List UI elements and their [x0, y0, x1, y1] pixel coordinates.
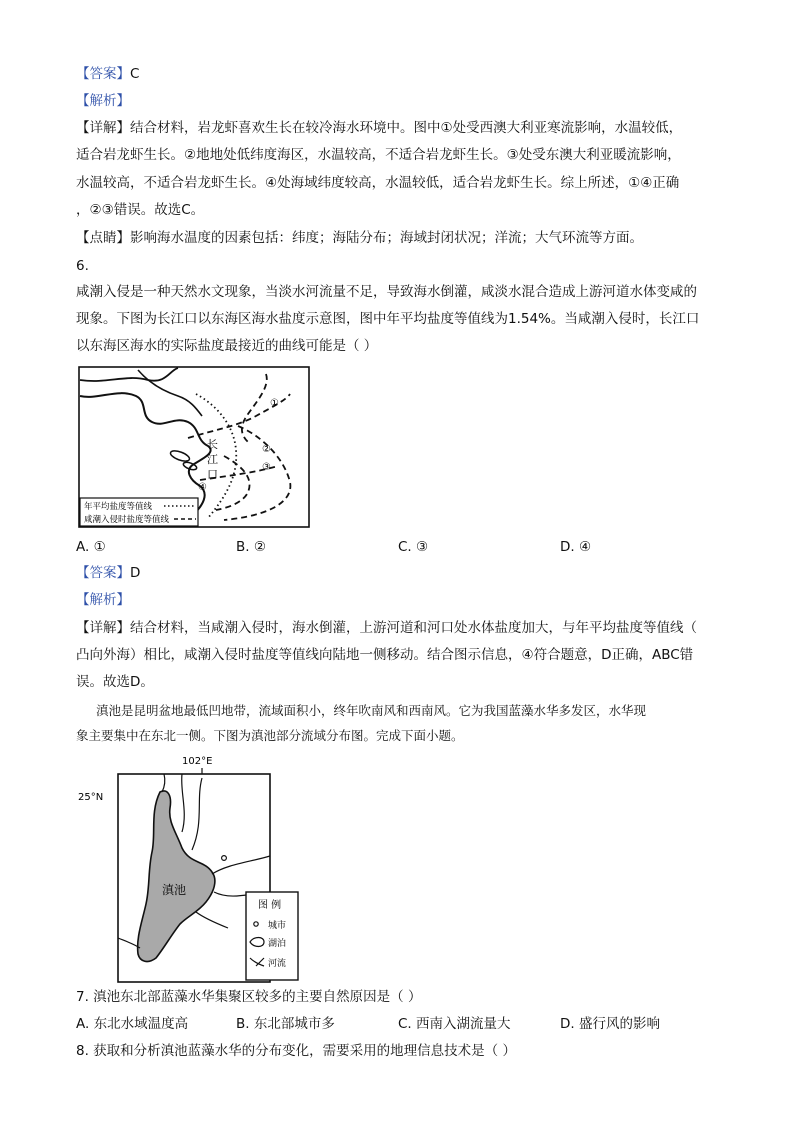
legend-city-icon [254, 922, 258, 926]
city-marker [222, 856, 227, 861]
answer-value: D [130, 565, 141, 581]
q6-option-b[interactable]: B. ② [236, 539, 266, 555]
q5-answer-line [76, 64, 139, 84]
dianchi-map [78, 752, 308, 984]
q6-option-c[interactable]: C. ③ [398, 539, 429, 555]
legend-city-label: 城市 [268, 921, 287, 931]
q7-option-c[interactable]: C. 西南入湖流量大 [398, 1016, 511, 1032]
detail-text: 结合材料，岩龙虾喜欢生长在较冷海水环境中。图中①处受西澳大利亚寒流影响，水温较低， [130, 120, 683, 136]
detail-tag: 【详解】 [76, 120, 130, 136]
latitude-label: 25°N [78, 792, 104, 803]
q5-detail-line-4: ，②③错误。故选C。 [76, 202, 205, 218]
answer-value: C [130, 66, 140, 82]
longitude-label: 102°E [182, 756, 213, 767]
answer-tag: 【答案】 [76, 66, 130, 82]
detail-tag: 【详解】 [76, 620, 130, 636]
curve-label-2: ② [262, 444, 271, 455]
lake-label: 滇池 [162, 883, 187, 897]
legend-title: 图 例 [258, 900, 282, 911]
q6-option-a[interactable]: A. ① [76, 539, 106, 555]
q78-intro-line-1: 滇池是昆明盆地最低凹地带，流域面积小，终年吹南风和西南风。它为我国蓝藻水华多发区，水华现 [96, 703, 647, 718]
q6-detail-line-1 [76, 618, 697, 638]
q6-number: 6. [76, 258, 89, 274]
salinity-map [78, 366, 310, 528]
q6-detail-line-2: 凸向外海）相比，咸潮入侵时盐度等值线向陆地一侧移动。结合图示信息，④符合题意，D正确，ABC错 [76, 647, 694, 663]
q7-option-d[interactable]: D. 盛行风的影响 [560, 1016, 660, 1032]
legend-river-label: 河流 [268, 959, 287, 969]
legend-annual-label: 年平均盐度等值线 [84, 502, 153, 512]
legend-surge-label: 咸潮入侵时盐度等值线 [84, 515, 170, 525]
q6-stem-line-3: 以东海区海水的实际盐度最接近的曲线可能是（ ） [76, 338, 378, 354]
legend-lake-label: 湖泊 [268, 939, 287, 949]
q6-detail-line-3: 误。故选D。 [76, 674, 154, 690]
q7-option-b[interactable]: B. 东北部城市多 [236, 1016, 335, 1032]
point-tag: 【点睛】 [76, 230, 130, 246]
q5-detail-line-1 [76, 118, 682, 138]
yangtze-char-3: 口 [207, 468, 218, 481]
q6-analysis-tag: 【解析】 [76, 592, 130, 608]
q78-intro-line-2: 象主要集中在东北一侧。下图为滇池部分流域分布图。完成下面小题。 [76, 728, 464, 743]
q5-point-line [76, 228, 643, 248]
detail-text: 结合材料，当咸潮入侵时，海水倒灌，上游河道和河口处水体盐度加大，与年平均盐度等值线（ [130, 620, 697, 636]
curve-label-3: ③ [262, 462, 271, 473]
point-text: 影响海水温度的因素包括：纬度；海陆分布；海域封闭状况；洋流；大气环流等方面。 [130, 230, 643, 246]
q6-stem-line-2: 现象。下图为长江口以东海区海水盐度示意图，图中年平均盐度等值线为1.54%。当咸潮入侵时，长江口 [76, 311, 700, 327]
curve-label-4: ④ [198, 482, 207, 493]
q7-stem: 7. 滇池东北部蓝藻水华集聚区较多的主要自然原因是（ ） [76, 989, 422, 1005]
q6-answer-line [76, 563, 140, 583]
yangtze-char-2: 江 [207, 453, 218, 466]
q5-detail-line-3: 水温较高，不适合岩龙虾生长。④处海域纬度较高，水温较低，适合岩龙虾生长。综上所述，①④正确 [76, 175, 680, 191]
q6-option-d[interactable]: D. ④ [560, 539, 592, 555]
curve-label-1: ① [270, 398, 279, 409]
q7-option-a[interactable]: A. 东北水域温度高 [76, 1016, 189, 1032]
yangtze-char-1: 长 [207, 438, 218, 451]
q8-stem: 8. 获取和分析滇池蓝藻水华的分布变化，需要采用的地理信息技术是（ ） [76, 1043, 516, 1059]
answer-tag: 【答案】 [76, 565, 130, 581]
q5-analysis-tag: 【解析】 [76, 93, 130, 109]
q6-stem-line-1: 咸潮入侵是一种天然水文现象，当淡水河流量不足，导致海水倒灌，咸淡水混合造成上游河道水体变咸的 [76, 284, 697, 300]
q5-detail-line-2: 适合岩龙虾生长。②地地处低纬度海区，水温较高，不适合岩龙虾生长。③处受东澳大利亚暖流影响， [76, 147, 681, 163]
